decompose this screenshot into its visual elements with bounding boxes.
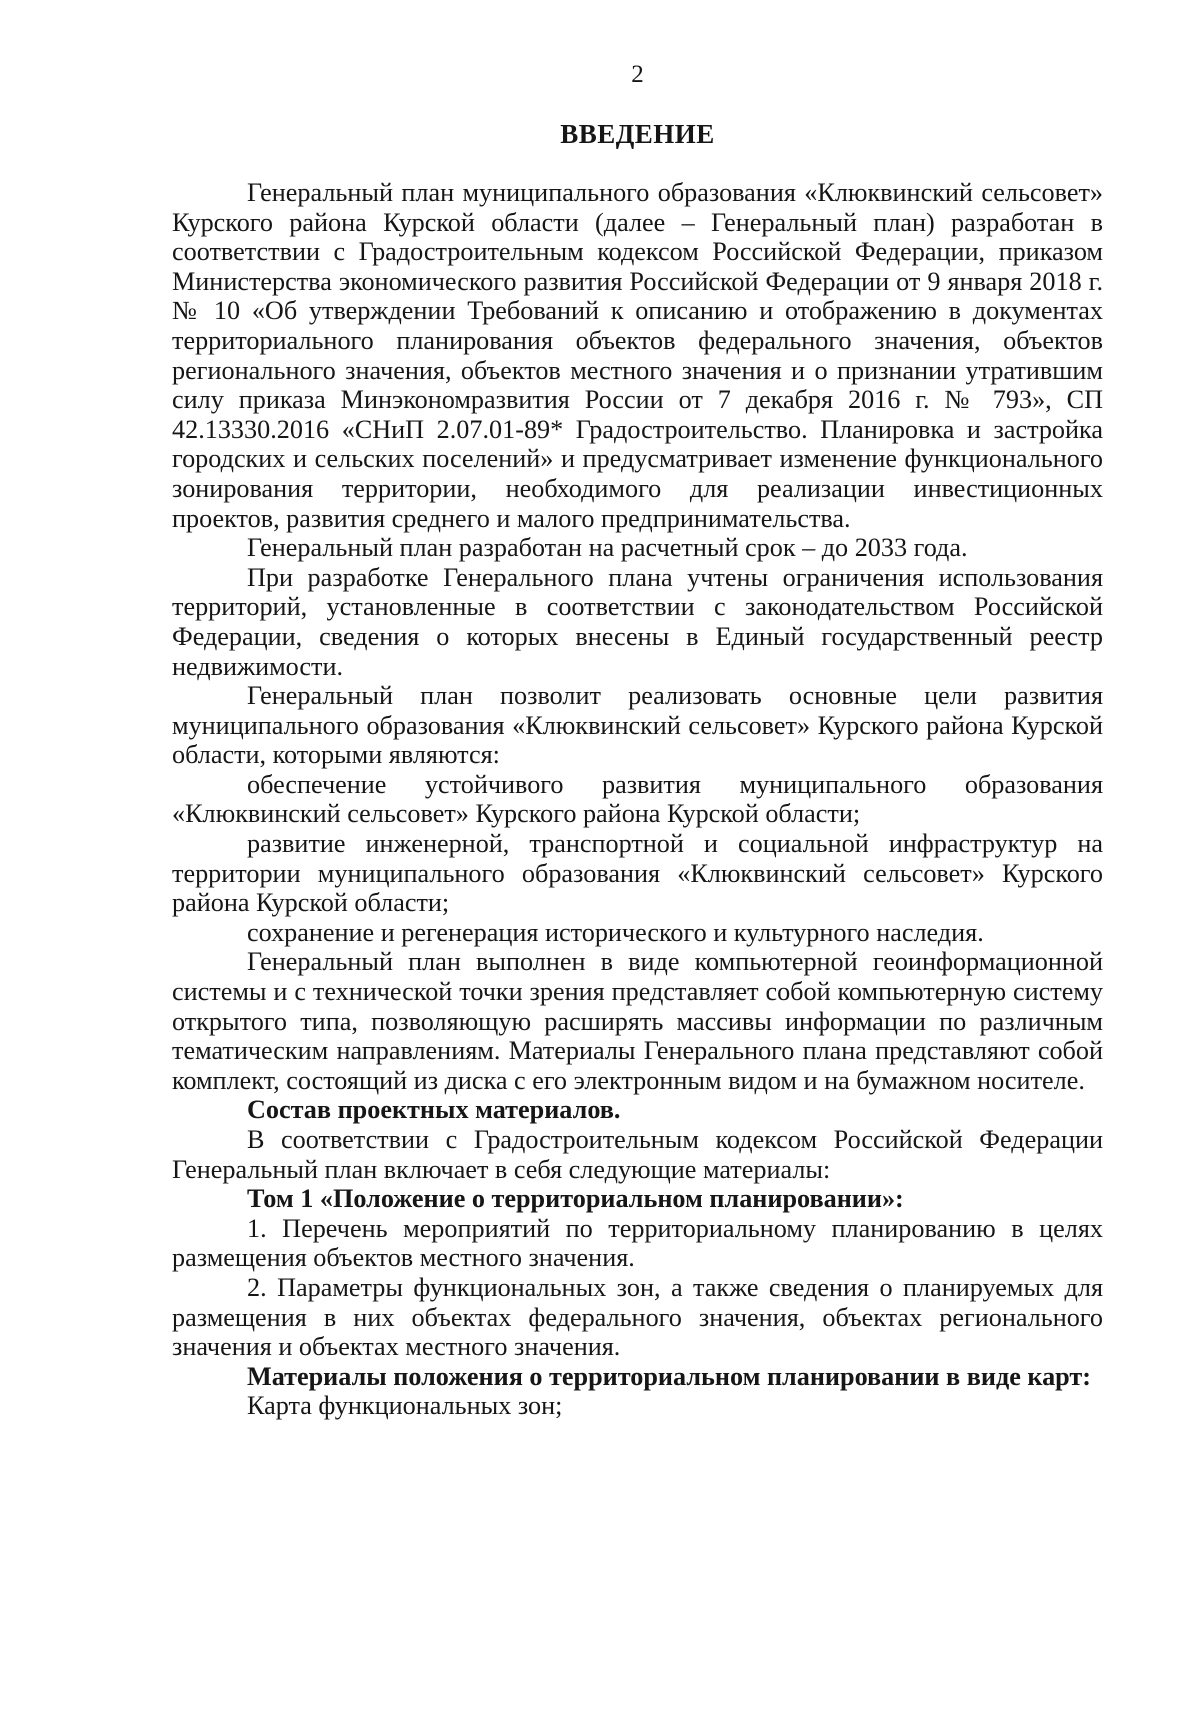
section-heading: ВВЕДЕНИЕ [560, 119, 715, 149]
page-number: 2 [631, 61, 644, 88]
materials-paragraph: В соответствии с Градостроительным кодексом Российской Федерации Генеральный план включает в себя следующие материалы: [172, 1125, 1103, 1184]
maps-item: Карта функциональных зон; [247, 1391, 563, 1421]
goal-item: обеспечение устойчивого развития муниципального образования «Клюквинский сельсовет» Курского района Курской области; [172, 769, 1103, 829]
goal-item: развитие инженерной, транспортной и социальной инфраструктур на территории муниципального образования «Клюквинский сельсовет» Курского района Курской области; [172, 829, 1103, 918]
volume-item: 1. Перечень мероприятий по территориальному планированию в целях размещения объектов местного значения. [172, 1213, 1103, 1273]
goal-item: сохранение и регенерация исторического и культурного наследия. [247, 917, 984, 947]
materials-subheading: Состав проектных материалов. [247, 1095, 621, 1125]
document-body [172, 178, 1103, 1421]
volume-subheading: Том 1 «Положение о территориальном планировании»: [247, 1184, 904, 1214]
intro-paragraph: Генеральный план муниципального образования «Клюквинский сельсовет» Курского района Курской области (далее – Генеральный план) разработан в соответствии с Градостроительным кодексом Российской Федерации, приказом Министерства экономического развития Российской Федерации от 9 января 2018 г. № 10 «Об утверждении Требований к описанию и отображению в документах территориального планирования объектов федерального значения, объектов регионального значения, объектов местного значения и о признании утратившим силу приказа Минэкономразвития России от 7 декабря 2016 г. № 793», СП 42.13330.2016 «СНиП 2.07.01-89* Градостроительство. Планировка и застройка городских и сельских поселений» и предусматривает изменение функционального зонирования территории, необходимого для реализации инвестиционных проектов, развития среднего и малого предпринимательства. [172, 178, 1103, 533]
volume-item: 2. Параметры функциональных зон, а также сведения о планируемых для размещения в них объектах федерального значения, объектах регионального значения и объектах местного значения. [172, 1272, 1103, 1362]
goals-paragraph: Генеральный план позволит реализовать основные цели развития муниципального образования «Клюквинский сельсовет» Курского района Курской области, которыми являются: [172, 681, 1103, 770]
gis-paragraph: Генеральный план выполнен в виде компьютерной геоинформационной системы и с технической точки зрения представляет собой компьютерную систему открытого типа, позволяющую расширять массивы информации по различным тематическим направлениям. Материалы Генерального плана представляют собой комплект, состоящий из диска с его электронным видом и на бумажном носителе. [172, 947, 1103, 1095]
term-paragraph: Генеральный план разработан на расчетный срок – до 2033 года. [247, 533, 968, 563]
restrictions-paragraph: При разработке Генерального плана учтены ограничения использования территорий, установленные в соответствии с законодательством Российской Федерации, сведения о которых внесены в Единый государственный реестр недвижимости. [172, 562, 1103, 681]
maps-subheading: Материалы положения о территориальном планировании в виде карт: [247, 1361, 1091, 1391]
